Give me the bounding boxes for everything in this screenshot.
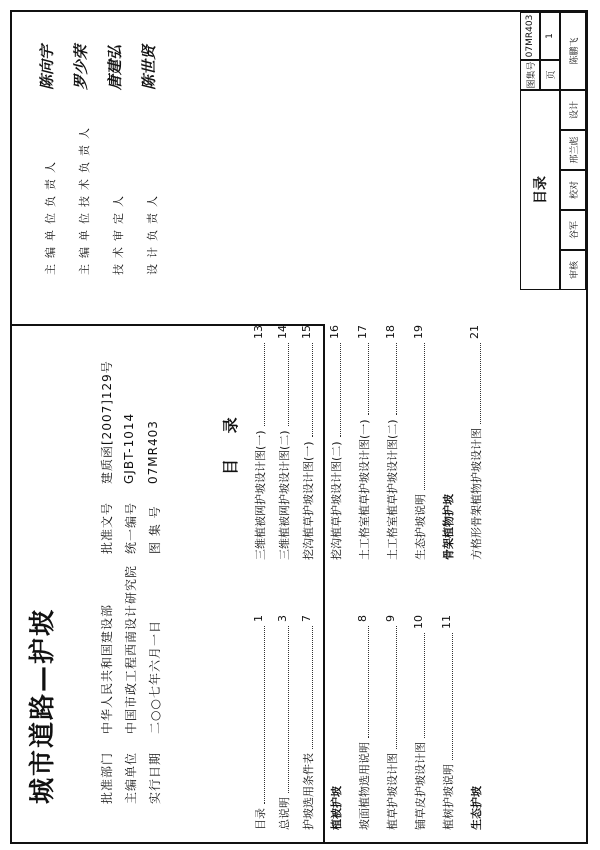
title-block-cell: 邢兰彪: [560, 130, 586, 170]
toc-item[interactable]: 坡面植物选用说明 8: [356, 615, 371, 830]
atlas-no-label: 图 集 号: [148, 505, 162, 554]
code-label: 统一编号: [124, 501, 138, 554]
date-label: 实行日期: [148, 751, 162, 804]
toc-item[interactable]: 植树护坡说明 11: [440, 615, 455, 830]
section-eco: 生态护坡: [470, 786, 483, 830]
title-block-page: 1: [540, 12, 560, 60]
approval-doc: 建质函[2007]129号: [100, 360, 114, 484]
section-plant: 植被护坡: [330, 786, 343, 830]
title-block-cell: 谷军: [560, 210, 586, 250]
title-block-name: 目录: [520, 90, 560, 290]
editor-unit: 中国市政工程西南设计研究院: [124, 564, 138, 734]
toc-heading: 目 录: [221, 407, 240, 475]
toc-item[interactable]: 挖沟植草护坡设计图(一) 15: [300, 325, 315, 560]
toc-item[interactable]: 三维植被网护坡设计图(二) 14: [276, 325, 291, 560]
title-block-cell: 设计: [560, 90, 586, 130]
code-value: GJBT-1014: [122, 412, 136, 484]
toc-item[interactable]: 总说明 3: [276, 615, 291, 830]
signature-3: 唐建弘: [106, 44, 124, 90]
resp-role-1: 主编单位负责人: [44, 156, 57, 275]
toc-item[interactable]: 土工格室植草护坡设计图(二) 18: [384, 325, 399, 560]
toc-item[interactable]: 三维植被网护坡设计图(一) 13: [252, 325, 267, 560]
toc-item[interactable]: 目录 1: [252, 615, 267, 830]
approval-dept: 中华人民共和国建设部: [100, 603, 114, 734]
resp-role-4: 设计负责人: [146, 190, 159, 275]
toc-item[interactable]: 护坡选用条件表 7: [300, 615, 315, 830]
signature-4: 陈世贤: [140, 44, 158, 90]
atlas-title: 城市道路—护坡: [28, 607, 58, 804]
toc-item[interactable]: 方格形骨架植物护坡设计图 21: [468, 325, 483, 560]
signature-1: 陈向宇: [38, 44, 56, 90]
title-block-cell: 陈鹏飞: [560, 12, 586, 90]
signature-2: 罗少荣: [72, 44, 90, 90]
toc-item[interactable]: 生态护坡说明 19: [412, 325, 427, 560]
atlas-no: 07MR403: [146, 420, 160, 484]
toc-item[interactable]: 铺草皮护坡设计图 10: [412, 615, 427, 830]
title-block-atlas: 07MR403: [520, 12, 540, 60]
title-block-cell: 审核: [560, 250, 586, 290]
title-block-page-label: 页: [540, 60, 560, 90]
approval-dept-label: 批准部门: [100, 751, 114, 804]
title-block-atlas-label: 图集号: [520, 60, 540, 90]
editor-label: 主编单位: [124, 751, 138, 804]
section-frame: 骨架植物护坡: [442, 494, 455, 560]
toc-item[interactable]: 土工格室植草护坡设计图(一) 17: [356, 325, 371, 560]
date-value: 二○○七年六月一日: [148, 620, 162, 734]
resp-role-3: 技术审定人: [112, 190, 125, 275]
toc-item[interactable]: 挖沟植草护坡设计图(二) 16: [328, 325, 343, 560]
title-block-cell: 校对: [560, 170, 586, 210]
toc-item[interactable]: 植草护坡设计图 9: [384, 615, 399, 830]
approval-doc-label: 批准文号: [100, 501, 114, 554]
resp-role-2: 主编单位技术负责人: [78, 122, 91, 275]
